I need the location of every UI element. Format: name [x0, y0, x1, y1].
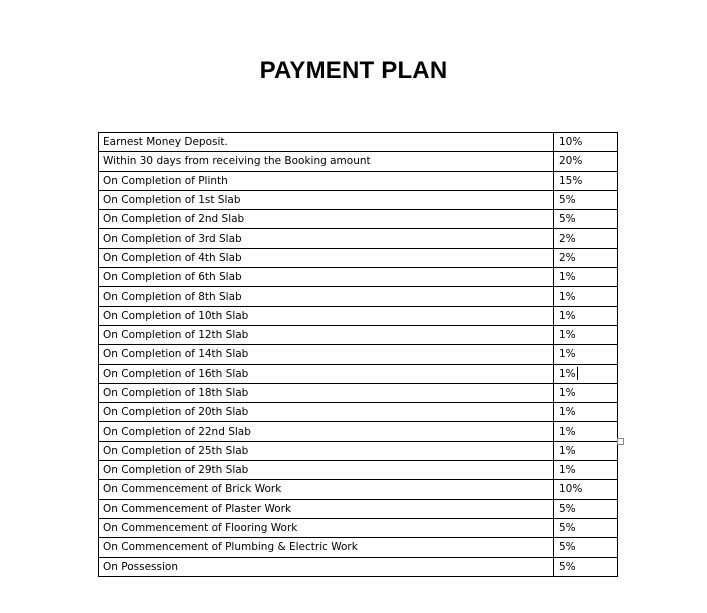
payment-percent-value: 5% — [559, 502, 576, 515]
payment-percent-value: 1% — [559, 309, 576, 322]
payment-stage-cell[interactable]: On Completion of 1st Slab — [99, 190, 554, 209]
table-row — [99, 133, 618, 152]
payment-stage-cell[interactable]: On Completion of 20th Slab — [99, 403, 554, 422]
payment-percent-value: 1% — [559, 290, 576, 303]
table-row — [99, 306, 618, 325]
payment-stage-cell[interactable]: On Completion of 14th Slab — [99, 345, 554, 364]
payment-percent-value: 15% — [559, 174, 583, 187]
payment-percent-cell[interactable] — [554, 287, 618, 306]
table-row — [99, 364, 618, 383]
payment-percent-cell[interactable] — [554, 480, 618, 499]
payment-percent-value: 20% — [559, 155, 583, 168]
payment-stage-cell[interactable]: On Completion of 2nd Slab — [99, 210, 554, 229]
payment-percent-cell[interactable] — [554, 518, 618, 537]
payment-stage-cell[interactable]: On Completion of 16th Slab — [99, 364, 554, 383]
table-row — [99, 171, 618, 190]
text-cursor — [577, 367, 578, 380]
payment-percent-value: 1% — [559, 387, 576, 399]
payment-stage-cell[interactable]: Earnest Money Deposit. — [99, 133, 554, 152]
payment-percent-cell[interactable] — [554, 306, 618, 325]
table-row — [99, 268, 618, 287]
payment-stage-cell[interactable]: On Completion of 8th Slab — [99, 287, 554, 306]
payment-stage-cell[interactable]: On Completion of 29th Slab — [99, 461, 554, 480]
payment-percent-value: 2% — [559, 251, 576, 264]
table-row — [99, 461, 618, 480]
payment-stage-cell[interactable]: On Completion of 6th Slab — [99, 268, 554, 287]
payment-percent-value: 5% — [559, 560, 576, 573]
payment-stage-cell[interactable]: Within 30 days from receiving the Booking amount — [99, 152, 554, 171]
table-row — [99, 480, 618, 499]
payment-percent-cell[interactable] — [554, 325, 618, 344]
payment-percent-cell[interactable] — [554, 383, 618, 402]
payment-stage-cell[interactable]: On Commencement of Flooring Work — [99, 518, 554, 537]
payment-percent-value: 1% — [559, 406, 576, 419]
payment-percent-cell[interactable] — [554, 461, 618, 480]
payment-percent-cell[interactable] — [554, 210, 618, 229]
table-row — [99, 152, 618, 171]
payment-percent-value: 10% — [559, 483, 583, 496]
table-row — [99, 229, 618, 248]
payment-percent-value: 1% — [559, 425, 576, 438]
payment-percent-cell[interactable] — [554, 441, 618, 460]
payment-percent-value: 2% — [559, 232, 576, 245]
payment-percent-cell[interactable] — [554, 557, 618, 576]
table-row — [99, 557, 618, 576]
payment-percent-cell[interactable] — [554, 345, 618, 364]
table-row — [99, 441, 618, 460]
table-row — [99, 403, 618, 422]
payment-stage-cell[interactable]: On Completion of 22nd Slab — [99, 422, 554, 441]
payment-percent-cell[interactable] — [554, 268, 618, 287]
payment-percent-value: 1% — [559, 329, 576, 342]
payment-percent-value: 10% — [559, 136, 583, 149]
payment-stage-cell[interactable]: On Completion of 4th Slab — [99, 248, 554, 267]
payment-stage-cell[interactable]: On Completion of 12th Slab — [99, 325, 554, 344]
payment-stage-cell[interactable]: On Completion of 10th Slab — [99, 306, 554, 325]
table-row — [99, 190, 618, 209]
payment-stage-cell[interactable]: On Completion of 25th Slab — [99, 441, 554, 460]
payment-stage-cell[interactable]: On Commencement of Brick Work — [99, 480, 554, 499]
payment-percent-value: 1% — [559, 367, 576, 380]
payment-percent-value: 1% — [559, 271, 576, 284]
payment-percent-cell[interactable] — [554, 499, 618, 518]
payment-percent-value: 5% — [559, 541, 576, 554]
payment-percent-cell[interactable] — [554, 190, 618, 209]
payment-percent-value: 5% — [559, 194, 576, 207]
table-row — [99, 538, 618, 557]
payment-percent-cell[interactable] — [554, 171, 618, 190]
table-row — [99, 248, 618, 267]
payment-stage-cell[interactable]: On Completion of 18th Slab — [99, 383, 554, 402]
table-row — [99, 499, 618, 518]
payment-plan-table — [98, 132, 618, 577]
table-row — [99, 383, 618, 402]
payment-percent-cell[interactable] — [554, 403, 618, 422]
payment-percent-value: 5% — [559, 213, 576, 226]
payment-percent-cell[interactable] — [554, 364, 618, 383]
page-title: PAYMENT PLAN — [259, 57, 448, 84]
table-row — [99, 325, 618, 344]
payment-percent-value: 1% — [559, 444, 576, 457]
table-row — [99, 287, 618, 306]
payment-stage-cell[interactable]: On Completion of 3rd Slab — [99, 229, 554, 248]
payment-percent-cell[interactable] — [554, 422, 618, 441]
table-resize-handle[interactable] — [617, 438, 624, 445]
table-row — [99, 345, 618, 364]
payment-percent-cell[interactable] — [554, 248, 618, 267]
payment-stage-cell[interactable]: On Completion of Plinth — [99, 171, 554, 190]
payment-percent-value: 5% — [559, 522, 576, 535]
payment-percent-cell[interactable] — [554, 152, 618, 171]
table-row — [99, 210, 618, 229]
payment-stage-cell[interactable]: On Commencement of Plaster Work — [99, 499, 554, 518]
table-row — [99, 422, 618, 441]
table-row — [99, 518, 618, 537]
payment-percent-cell[interactable] — [554, 229, 618, 248]
payment-plan-body — [99, 133, 618, 577]
payment-stage-cell[interactable]: On Commencement of Plumbing & Electric Work — [99, 538, 554, 557]
payment-stage-cell[interactable]: On Possession — [99, 557, 554, 576]
payment-percent-cell[interactable] — [554, 133, 618, 152]
payment-percent-value: 1% — [559, 464, 576, 477]
payment-percent-value: 1% — [559, 348, 576, 361]
payment-percent-cell[interactable] — [554, 538, 618, 557]
